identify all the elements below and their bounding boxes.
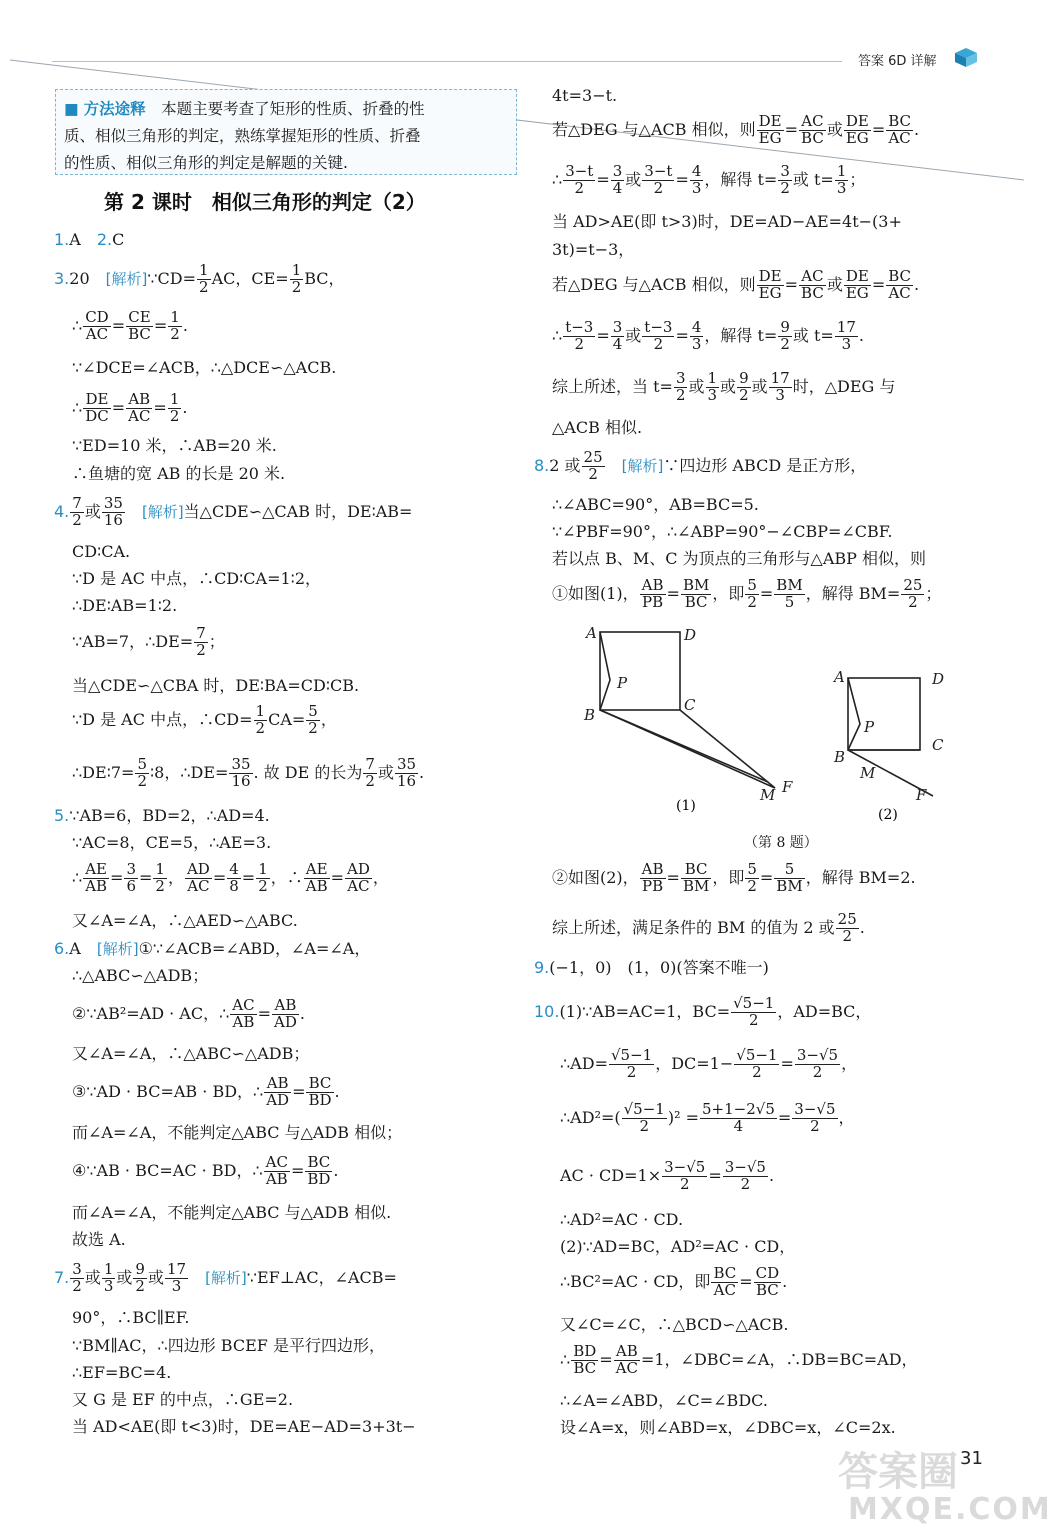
q3-line-3: ∵∠DCE=∠ACB，∴△DCE∽△ACB. <box>72 358 337 377</box>
r-line-7: ∴ $\frac{t-3}{2}$ = $\frac{3}{4}$ 或 $\frac{t-3}{2}$ = $\frac{4}{3}$ ，解得 t= $\frac{9}{2}$ 或 t= $\frac{17}{3}$ . <box>552 318 864 353</box>
q7-line-1: 7. $\frac{3}{2}$ 或 $\frac{1}{3}$ 或 $\frac{9}{2}$ 或 $\frac{17}{3}$ [解析]∵EF⊥AC，∠ACB= <box>54 1260 397 1295</box>
q3-line-2: ∴ $\frac{CD}{AC}$ = $\frac{CE}{BC}$ = $\frac{1}{2}$ . <box>72 308 188 343</box>
q7-line-3: ∵BM∥AC，∴四边形 BCEF 是平行四边形， <box>72 1336 385 1355</box>
q7-line-6: 当 AD<AE(即 t<3)时，DE=AE−AD=3+3t− <box>72 1417 416 1436</box>
r-line-8: 综上所述，当 t= $\frac{3}{2}$ 或 $\frac{1}{3}$ 或 $\frac{9}{2}$ 或 $\frac{17}{3}$ 时，△DEG 与 <box>552 369 896 404</box>
q10-line-7: ∴BC²=AC · CD，即 $\frac{BC}{AC}$ = $\frac{CD}{BC}$ . <box>560 1264 788 1299</box>
q4-line-2: CD∶CA. <box>72 542 131 561</box>
q9-line: 9.(−1，0) (1，0)(答案不唯一) <box>534 958 769 977</box>
q2-number: 2. <box>96 230 113 249</box>
q3-line-6: ∴鱼塘的宽 AB 的长是 20 米. <box>72 464 286 483</box>
fig1-label-b: B <box>584 706 596 724</box>
fig2-square <box>848 678 920 750</box>
fig2-label-a: A <box>834 668 845 686</box>
q5-line-2: ∵AC=8，CE=5，∴AE=3. <box>72 833 272 852</box>
q4-line-5: ∵AB=7，∴DE= $\frac{7}{2}$ ； <box>72 624 225 659</box>
q4-line-4: ∴DE∶AB=1∶2. <box>72 596 178 615</box>
q4-line-7: ∵D 是 AC 中点，∴CD= $\frac{1}{2}$ CA= $\frac{5}{2}$ ， <box>72 702 337 737</box>
q7-line-4: ∴EF=BC=4. <box>72 1363 172 1382</box>
q1-answer: A <box>69 230 97 249</box>
watermark-logo: 答案圈 <box>838 1449 958 1495</box>
q10-line-9: ∴ $\frac{BD}{BC}$ = $\frac{AB}{AC}$ =1，∠DBC=∠A，∴DB=BC=AD， <box>560 1342 918 1377</box>
fig1-label-m: M <box>760 786 776 804</box>
r-line-9: △ACB 相似. <box>552 418 643 437</box>
q6-line-8: 而∠A=∠A，不能判定△ABC 与△ADB 相似. <box>72 1203 392 1222</box>
q10-line-4: AC · CD=1× $\frac{3-√5}{2}$ = $\frac{3-√5}{2}$ . <box>560 1158 775 1193</box>
figure-caption: （第 8 题） <box>744 835 818 851</box>
fig1-label-a: A <box>586 624 597 642</box>
fig2-label-c: C <box>932 736 944 754</box>
q10-line-5: ∴AD²=AC · CD. <box>560 1210 684 1229</box>
fig1-square <box>600 632 680 710</box>
fig1-label-c: C <box>684 696 696 714</box>
figure-1 <box>580 622 810 812</box>
fig1-line-bm <box>600 710 768 782</box>
page-number: 31 <box>960 1448 983 1469</box>
q8-line-7: 综上所述，满足条件的 BM 的值为 2 或 $\frac{25}{2}$ . <box>552 910 865 945</box>
fig2-label-d: D <box>932 670 945 688</box>
q3-line-1: 3.20 [解析]∵CD= $\frac{1}{2}$ AC，CE= $\frac{1}{2}$ BC， <box>54 261 345 296</box>
q10-line-6: (2)∵AD=BC，AD²=AC · CD， <box>560 1237 796 1256</box>
figure-2 <box>828 664 978 824</box>
q3-line-4: ∴ $\frac{DE}{DC}$ = $\frac{AB}{AC}$ = $\frac{1}{2}$ . <box>72 390 188 425</box>
q6-line-6: 而∠A=∠A，不能判定△ABC 与△ADB 相似； <box>72 1123 403 1142</box>
fig2-label-m: M <box>860 764 876 782</box>
r-line-6: 若△DEG 与△ACB 相似，则 $\frac{DE}{EG}$ = $\frac{AC}{BC}$ 或 $\frac{DE}{EG}$ = $\frac{BC}{AC}$ . <box>552 267 920 302</box>
q6-line-2: ∴△ABC∽△ADB； <box>72 966 209 985</box>
fig1-label-p: P <box>617 674 628 692</box>
q5-line-1: 5.∵AB=6，BD=2，∴AD=4. <box>54 806 270 825</box>
method-line-2: 质、相似三角形的判定，熟练掌握矩形的性质、折叠 <box>64 127 421 145</box>
q4-line-3: ∵D 是 AC 中点，∴CD∶CA=1∶2， <box>72 569 322 588</box>
header-title: 答案 6D 详解 <box>858 54 937 69</box>
r-line-2: 若△DEG 与△ACB 相似，则 $\frac{DE}{EG}$ = $\frac{AC}{BC}$ 或 $\frac{DE}{EG}$ = $\frac{BC}{AC}$ . <box>552 112 920 147</box>
q8-line-4: 若以点 B、M、C 为顶点的三角形与△ABP 相似，则 <box>552 549 927 568</box>
q2-answer: C <box>112 230 125 249</box>
fig2-caption: (2) <box>878 807 898 823</box>
q4-line-8: ∴DE∶7= $\frac{5}{2}$ ∶8，∴DE= $\frac{35}{16}$ . 故 DE 的长为 $\frac{7}{2}$ 或 $\frac{35}{16}$ . <box>72 755 425 790</box>
q6-line-1: 6.A [解析]①∵∠ACB=∠ABD，∠A=∠A， <box>54 939 371 958</box>
r-line-4: 当 AD>AE(即 t>3)时，DE=AD−AE=4t−(3+ <box>552 212 902 231</box>
q6-line-9: 故选 A. <box>72 1230 126 1249</box>
q10-line-11: 设∠A=x，则∠ABD=x，∠DBC=x，∠C=2x. <box>560 1418 896 1437</box>
q10-line-2: ∴AD= $\frac{√5-1}{2}$ ，DC=1− $\frac{√5-1}{2}$ = $\frac{3-√5}{2}$ ， <box>560 1046 858 1081</box>
method-line-3: 的性质、相似三角形的判定是解题的关键. <box>64 154 348 172</box>
q6-line-4: 又∠A=∠A，∴△ABC∽△ADB； <box>72 1044 310 1063</box>
section-title: 第 2 课时 相似三角形的判定（2） <box>104 190 426 214</box>
q10-line-3: ∴AD²=( $\frac{√5-1}{2}$ )² = $\frac{5+1-2√5}{4}$ = $\frac{3-√5}{2}$ ， <box>560 1100 855 1135</box>
method-tag: 方法途释 <box>83 100 146 118</box>
q7-line-2: 90°，∴BC∥EF. <box>72 1308 190 1327</box>
q6-line-3: ②∵AB²=AD · AC，∴ $\frac{AC}{AB}$ = $\frac{AB}{AD}$ . <box>72 996 305 1031</box>
q8-line-6: ②如图(2)， $\frac{AB}{PB}$ = $\frac{BC}{BM}$ ，即 $\frac{5}{2}$ = $\frac{5}{BM}$ ，解得 BM=2. <box>552 860 916 895</box>
q4-line-1: 4. $\frac{7}{2}$ 或 $\frac{35}{16}$ [解析]当△CDE∽△CAB 时，DE∶AB= <box>54 494 413 529</box>
q5-line-3: ∴ $\frac{AE}{AB}$ = $\frac{3}{6}$ = $\frac{1}{2}$ ， $\frac{AD}{AC}$ = $\frac{4}{8}$ = $\frac{1}{2}$ ，∴ $\frac{AE}{AB}$ = $\frac{AD}{AC}$ ， <box>72 860 389 895</box>
method-line-1: 本题主要考查了矩形的性质、折叠的性 <box>161 100 425 118</box>
q5-line-4: 又∠A=∠A，∴△AED∽△ABC. <box>72 911 298 930</box>
r-line-1: 4t=3−t. <box>552 86 618 105</box>
fig2-label-b: B <box>834 748 846 766</box>
fig1-caption: (1) <box>676 798 696 814</box>
fig1-label-f: F <box>782 778 793 796</box>
r-line-3: ∴ $\frac{3-t}{2}$ = $\frac{3}{4}$ 或 $\frac{3-t}{2}$ = $\frac{4}{3}$ ，解得 t= $\frac{3}{2}$ 或 t= $\frac{1}{3}$ ； <box>552 162 866 197</box>
q6-line-7: ④∵AB · BC=AC · BD，∴ $\frac{AC}{AB}$ = $\frac{BC}{BD}$ . <box>72 1153 339 1188</box>
method-box-text: ■ 方法途释 本题主要考查了矩形的性质、折叠的性 质、相似三角形的判定，熟练掌握矩形的性质、折叠 的性质、相似三角形的判定是解题的关键. <box>64 96 509 177</box>
q8-line-2: ∴∠ABC=90°，AB=BC=5. <box>552 495 759 514</box>
q7-line-5: 又 G 是 EF 的中点，∴GE=2. <box>72 1390 294 1409</box>
fig1-label-d: D <box>684 626 697 644</box>
watermark-url: MXQE.COM <box>848 1492 1052 1527</box>
fig2-label-p: P <box>864 718 875 736</box>
fig2-fold <box>848 678 860 750</box>
q4-line-6: 当△CDE∽△CBA 时，DE∶BA=CD∶CB. <box>72 676 360 695</box>
q1-number: 1. <box>54 230 70 249</box>
q8-line-3: ∵∠PBF=90°，∴∠ABP=90°−∠CBP=∠CBF. <box>552 522 893 541</box>
q10-line-8: 又∠C=∠C，∴△BCD∽△ACB. <box>560 1315 789 1334</box>
r-line-5: 3t)=t−3， <box>552 240 635 259</box>
q3-line-5: ∵ED=10 米，∴AB=20 米. <box>72 436 277 455</box>
q8-line-1: 8.2 或 $\frac{25}{2}$ [解析]∵四边形 ABCD 是正方形， <box>534 448 867 483</box>
q10-line-10: ∴∠A=∠ABD，∠C=∠BDC. <box>560 1391 768 1410</box>
fig1-line-cf <box>680 710 775 788</box>
q8-line-5: ①如图(1)， $\frac{AB}{PB}$ = $\frac{BM}{BC}$ ，即 $\frac{5}{2}$ = $\frac{BM}{5}$ ，解得 BM= $\frac{25}{2}$ ； <box>552 576 942 611</box>
fig2-label-f: F <box>916 786 927 804</box>
q10-line-1: 10.(1)∵AB=AC=1，BC= $\frac{√5-1}{2}$ ，AD=BC， <box>534 994 872 1029</box>
fig1-fold <box>600 632 610 710</box>
q6-line-5: ③∵AD · BC=AB · BD，∴ $\frac{AB}{AD}$ = $\frac{BC}{BD}$ . <box>72 1074 340 1109</box>
